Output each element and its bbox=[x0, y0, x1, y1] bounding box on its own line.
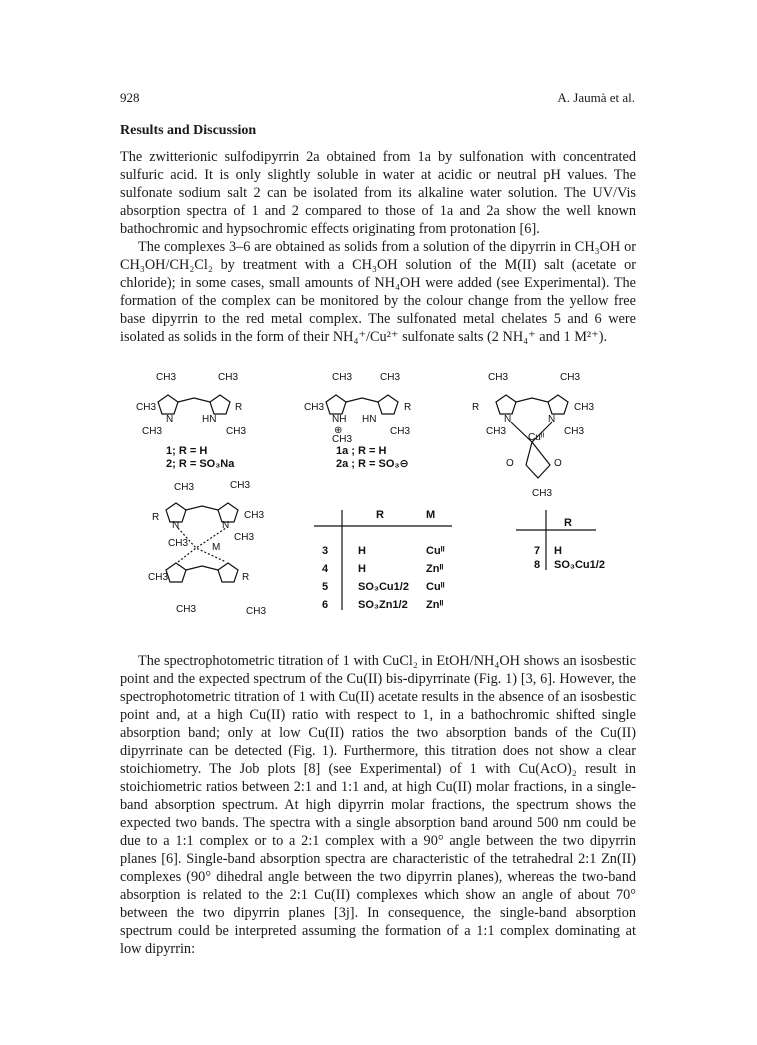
ch3-label: CH3 bbox=[380, 372, 401, 383]
paragraph-3: The spectrophotometric titration of 1 with CuCl₂ in EtOH/NH₄OH shows an isosbestic point and the expected spectrum of the Cu(II) bis-dipyrrinate (Fig. 1) [3, 6]. However, the spectrophotometric titration of 1 with Cu(II) acetate results in the absence of an isosbestic point and, at a high Cu(II) ratio with respect to 1, in a bathochromic shifted single absorption band; only at low Cu(II) ratios the two absorption bands of the Cu(II) dipyrrinate can be detected (Fig. 1). Furthermore, this titration does not show a clear stoichiometry. The Job plots [8] (see Experimental) of 1 with Cu(AcO)₂ result in stoichiometric ratios between 2:1 and 1:1 and, at high Cu(II) molar fractions, in a single-band absorption spectrum. At high dipyrrin molar fractions, the spectrum shows the expected two bands. The spectra with a single absorption band around 500 nm could be due to a 1:1 complex or to a 2:1 complex with a 90° angle between the two dipyrrin planes [6]. Single-band absorption spectra are characteristic of the tetrahedral 2:1 Zn(II) complexes (90° dihedral angle between the two dipyrrin planes), whereas the two-band absorption is related to the 2:1 Cu(II) complexes which show an angle of about 70° between the two dipyrrin planes [3j]. In consequence, the single-band absorption spectrum could be interpreted assuming the formation of a 1:1 complex dominating at low dipyrrin: bbox=[120, 653, 636, 957]
compound-1a-label: 1a ; R = H bbox=[336, 445, 387, 457]
n-label: N bbox=[548, 414, 556, 425]
compound-1a-structure bbox=[304, 372, 411, 470]
table-row-r: SO₃Zn1/2 bbox=[358, 599, 408, 611]
table-row-r: H bbox=[358, 545, 366, 557]
paragraph-2: The complexes 3–6 are obtained as solids from a solution of the dipyrrin in CH₃OH or CH₃OH/CH₂Cl₂ by treatment with a CH₃OH solution of the M(II) salt (acetate or chloride); in some cases, small amounts of NH₄OH were added (see Experimental). The formation of the complex can be monitored by the colour change from the yellow free base dipyrrin to the red metal complex. The sulfonated metal chelates 5 and 6 were isolated as solids in the form of their NH₄⁺/Cu²⁺ sulfonate salts (2 NH₄⁺ and 1 M²⁺). bbox=[120, 239, 636, 345]
chemical-scheme bbox=[136, 370, 616, 630]
table-row-r: H bbox=[554, 545, 562, 557]
oxygen-label: O bbox=[506, 458, 514, 469]
table-row-num: 3 bbox=[322, 545, 329, 557]
ch3-label: CH3 bbox=[244, 510, 265, 521]
table-row-m: Znᴵᴵ bbox=[426, 599, 444, 611]
n-label: N bbox=[172, 520, 180, 531]
compound-1-label: 1; R = H bbox=[166, 445, 208, 457]
ch3-label: CH3 bbox=[246, 606, 267, 617]
page-number: 928 bbox=[120, 90, 140, 105]
n-label: N bbox=[222, 520, 230, 531]
ch3-label: CH3 bbox=[532, 488, 553, 499]
table-row-r: SO₃Cu1/2 bbox=[358, 581, 409, 593]
ch3-label: CH3 bbox=[142, 426, 163, 437]
ch3-label: CH3 bbox=[574, 402, 595, 413]
ch3-label: CH3 bbox=[564, 426, 585, 437]
compound-3-6-table bbox=[314, 509, 452, 611]
n-label: N bbox=[166, 414, 174, 425]
nh-label: NH bbox=[332, 414, 347, 425]
r-label: R bbox=[472, 402, 480, 413]
table-header-m: M bbox=[426, 509, 436, 521]
ch3-label: CH3 bbox=[332, 434, 353, 445]
table-row-m: Cuᴵᴵ bbox=[426, 581, 445, 593]
table-row-m: Znᴵᴵ bbox=[426, 563, 444, 575]
n-label: N bbox=[504, 414, 512, 425]
compound-2-label: 2; R = SO₃Na bbox=[166, 458, 235, 470]
ch3-label: CH3 bbox=[156, 372, 177, 383]
table-row-num: 5 bbox=[322, 581, 329, 593]
ch3-label: CH3 bbox=[174, 482, 195, 493]
ch3-label: CH3 bbox=[390, 426, 411, 437]
ch3-label: CH3 bbox=[148, 572, 169, 583]
running-author: A. Jaumà et al. bbox=[557, 90, 635, 105]
hn-label: HN bbox=[362, 414, 377, 425]
table-row-r: SO₃Cu1/2 bbox=[554, 559, 605, 571]
r-label: R bbox=[404, 402, 412, 413]
table-row-num: 7 bbox=[534, 545, 541, 557]
ch3-label: CH3 bbox=[488, 372, 509, 383]
positive-charge: ⊕ bbox=[334, 425, 343, 436]
r-label: R bbox=[242, 572, 250, 583]
compound-3-6-structure bbox=[148, 480, 266, 617]
table-row-r: H bbox=[358, 563, 366, 575]
hn-label: HN bbox=[202, 414, 217, 425]
scheme-svg bbox=[136, 370, 616, 630]
table-row-num: 6 bbox=[322, 599, 329, 611]
metal-label: M bbox=[212, 542, 221, 553]
ch3-label: CH3 bbox=[234, 532, 255, 543]
ch3-label: CH3 bbox=[176, 604, 197, 615]
ch3-label: CH3 bbox=[304, 402, 325, 413]
ch3-label: CH3 bbox=[168, 538, 189, 549]
ch3-label: CH3 bbox=[218, 372, 239, 383]
r-label: R bbox=[235, 402, 243, 413]
oxygen-label: O bbox=[554, 458, 562, 469]
copper-label: Cuᴵᴵ bbox=[528, 432, 545, 443]
ch3-label: CH3 bbox=[332, 372, 353, 383]
table-row-num: 8 bbox=[534, 559, 541, 571]
compound-7-structure bbox=[472, 372, 594, 499]
ch3-label: CH3 bbox=[136, 402, 157, 413]
compound-2a-label: 2a ; R = SO₃⊖ bbox=[336, 458, 409, 470]
ch3-label: CH3 bbox=[560, 372, 581, 383]
table-header-r: R bbox=[564, 517, 572, 529]
paragraph-1: The zwitterionic sulfodipyrrin 2a obtained from 1a by sulfonation with concentrated sulfuric acid. It is only slightly soluble in water at acidic or neutral pH values. The sulfonate sodium salt 2 can be isolated from its alkaline water solution. The UV/Vis absorption spectra of 1 and 2 compared to those of 1a and 2a show the well known bathochromic and hypsochromic effects originating from protonation [6]. bbox=[120, 149, 636, 237]
compound-7-8-table bbox=[516, 510, 605, 571]
r-label: R bbox=[152, 512, 160, 523]
table-row-num: 4 bbox=[322, 563, 329, 575]
ch3-label: CH3 bbox=[486, 426, 507, 437]
ch3-label: CH3 bbox=[230, 480, 251, 491]
section-heading: Results and Discussion bbox=[120, 123, 257, 138]
table-row-m: Cuᴵᴵ bbox=[426, 545, 445, 557]
ch3-label: CH3 bbox=[226, 426, 247, 437]
compound-1-structure bbox=[136, 372, 246, 470]
table-header-r: R bbox=[376, 509, 384, 521]
